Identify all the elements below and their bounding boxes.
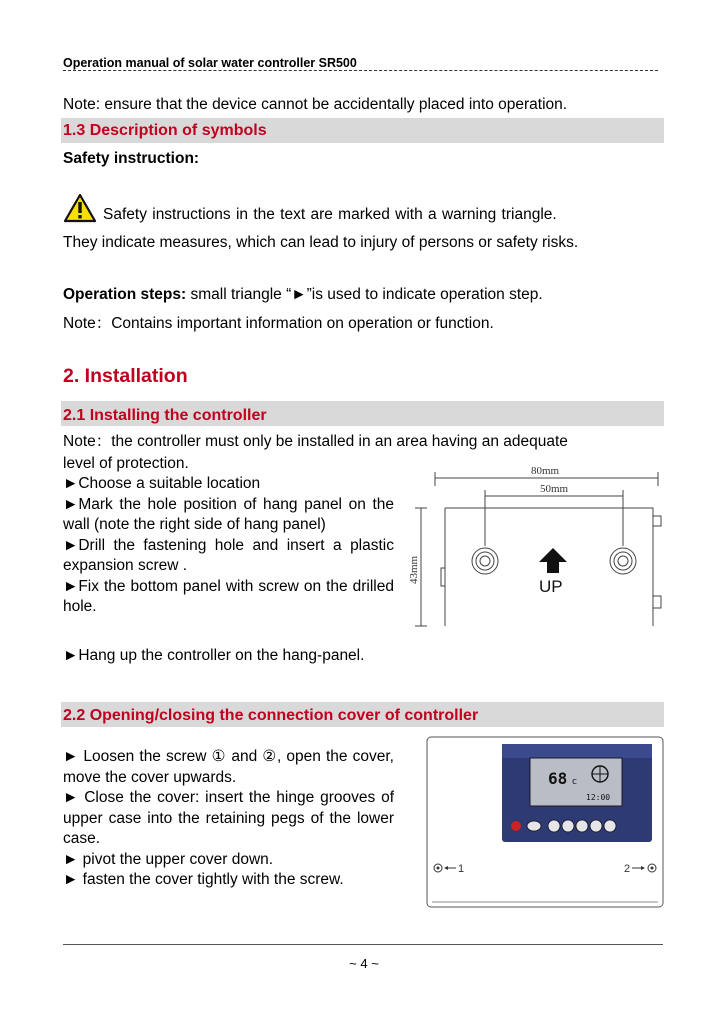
cover-step: ► Close the cover: insert the hinge grooves of upper case into the retaining pegs of the lower case. xyxy=(63,789,394,847)
operation-steps-label: Operation steps: xyxy=(63,286,187,303)
install-step-last: ►Hang up the controller on the hang-panel. xyxy=(63,647,365,664)
cover-step: ► pivot the upper cover down. xyxy=(63,850,274,868)
section-2-1-heading: 2.1 Installing the controller xyxy=(63,407,267,424)
running-header: Operation manual of solar water controller SR500 xyxy=(63,56,357,70)
cover-steps xyxy=(63,747,394,891)
device-display-unit: c xyxy=(572,777,577,787)
install-note-line-2: level of protection. xyxy=(63,455,189,472)
install-step: ►Drill the fastening hole and insert a plastic expansion screw . xyxy=(63,536,394,574)
safety-line-1: Safety instructions in the text are marked with a warning triangle. xyxy=(103,206,557,223)
dim-50-label: 50mm xyxy=(540,483,569,495)
warning-triangle-icon xyxy=(63,193,97,228)
install-step: ►Fix the bottom panel with screw on the drilled hole. xyxy=(63,577,394,615)
up-label: UP xyxy=(539,577,563,596)
page-number: ~ 4 ~ xyxy=(349,956,379,971)
install-note-line-1: Note：the controller must only be installed in an area having an adequate xyxy=(63,433,568,450)
mounting-panel-diagram xyxy=(405,456,667,638)
dim-43-label: 43mm xyxy=(408,555,420,584)
safety-instruction-title: Safety instruction: xyxy=(63,150,200,167)
device-display-value: 68 xyxy=(548,769,568,788)
safety-line-2: They indicate measures, which can lead to injury of persons or safety risks. xyxy=(63,234,579,251)
dim-80-label: 80mm xyxy=(531,465,560,477)
section-1-3-heading: 1.3 Description of symbols xyxy=(63,122,267,139)
device-time: 12:00 xyxy=(586,793,611,802)
screw-2-label: 2 xyxy=(624,863,631,875)
operation-steps-text: small triangle “►”is used to indicate operation step. xyxy=(186,286,543,303)
up-arrow-icon xyxy=(539,548,567,573)
cover-step: ► Loosen the screw ① and ②, open the cover, move the cover upwards. xyxy=(63,748,394,786)
device-power-indicator xyxy=(511,821,521,831)
install-steps xyxy=(63,474,394,618)
install-step: ►Choose a suitable location xyxy=(63,475,261,492)
footer-rule xyxy=(63,944,663,945)
header-dashed-rule xyxy=(63,70,658,71)
section-2-heading: 2. Installation xyxy=(63,365,188,387)
section-2-2-heading: 2.2 Opening/closing the connection cover of controller xyxy=(63,707,479,724)
operation-steps-line xyxy=(63,284,543,305)
intro-note: Note: ensure that the device cannot be accidentally placed into operation. xyxy=(63,96,568,113)
controller-device-illustration xyxy=(426,736,664,908)
screw-1-label: 1 xyxy=(458,863,465,875)
install-step: ►Mark the hole position of hang panel on the wall (note the right side of hang panel) xyxy=(63,495,394,533)
cover-step: ► fasten the cover tightly with the screw. xyxy=(63,871,344,888)
note-line: Note：Contains important information on operation or function. xyxy=(63,315,494,332)
